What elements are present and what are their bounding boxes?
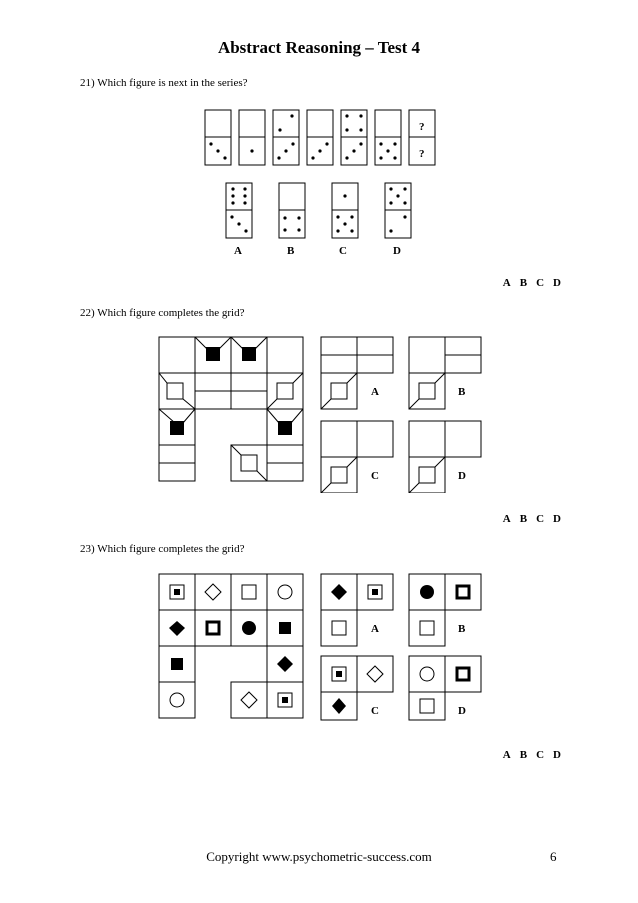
q21-option-label-a: A [234, 245, 242, 257]
q23-option-label-a: A [371, 623, 379, 635]
q23-option-label-c: C [371, 705, 379, 717]
q21-answer-d[interactable]: D [553, 277, 561, 289]
q22-answer-b[interactable]: B [519, 513, 528, 525]
question-number: 21) [80, 77, 95, 89]
q23-answer-a[interactable]: A [502, 749, 511, 761]
q21-option-label-c: C [339, 245, 347, 257]
q21-option-label-b: B [287, 245, 295, 257]
q23-figure [155, 570, 490, 722]
q22-answer-c[interactable]: C [536, 513, 545, 525]
page-number: 6 [550, 849, 557, 864]
q22-option-label-b: B [458, 386, 466, 398]
q21-option-label-d: D [393, 245, 401, 257]
question-text: Which figure completes the grid? [97, 307, 245, 319]
q21-answer-a[interactable]: A [502, 277, 511, 289]
q22-option-label-c: C [371, 470, 379, 482]
q22-answer-a[interactable]: A [502, 513, 511, 525]
question-number: 22) [80, 307, 95, 319]
q23-answer-choices [494, 749, 561, 761]
question-text: Which figure is next in the series? [97, 77, 248, 89]
q23-answer-c[interactable]: C [536, 749, 545, 761]
question-text: Which figure completes the grid? [97, 543, 245, 555]
q23-option-label-b: B [458, 623, 466, 635]
question-number: 23) [80, 543, 95, 555]
page-title: Abstract Reasoning – Test 4 [217, 38, 421, 57]
q22-answer-d[interactable]: D [553, 513, 561, 525]
footer-copyright: Copyright www.psychometric-success.com [206, 849, 432, 864]
q23-answer-b[interactable]: B [519, 749, 528, 761]
q23-answer-d[interactable]: D [553, 749, 561, 761]
q22-option-label-a: A [371, 386, 379, 398]
q22-answer-choices [494, 513, 561, 525]
question-23 [80, 543, 244, 555]
question-21 [80, 77, 248, 89]
q22-figure [155, 333, 490, 493]
series-unknown-bottom: ? [419, 148, 425, 160]
q21-answer-b[interactable]: B [519, 277, 528, 289]
question-22 [80, 307, 244, 319]
q21-answer-c[interactable]: C [536, 277, 545, 289]
q23-option-label-d: D [458, 705, 466, 717]
q22-option-label-d: D [458, 470, 466, 482]
series-unknown-top: ? [419, 121, 425, 133]
q21-answer-choices [494, 277, 561, 289]
q21-figure [195, 105, 445, 260]
